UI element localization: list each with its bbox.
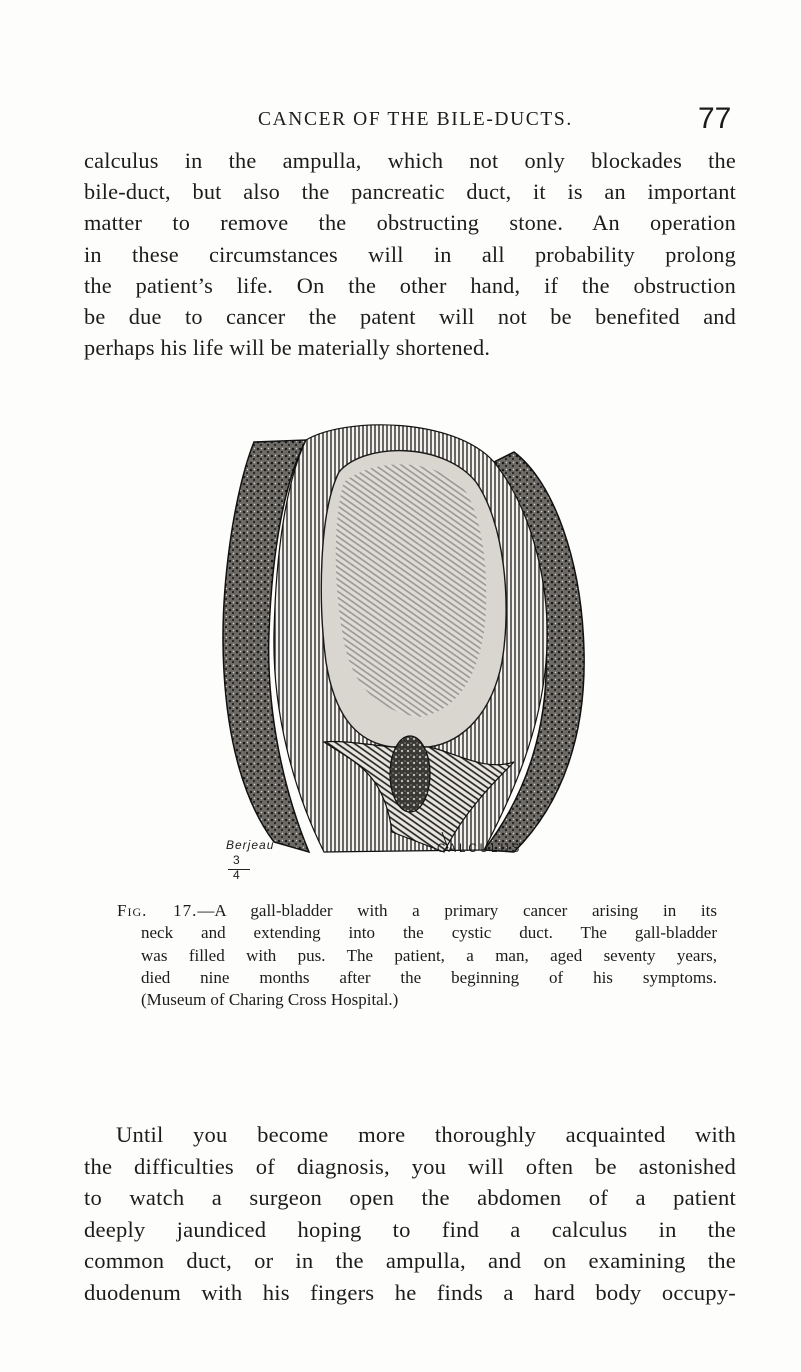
engraver-signature: Berjeau — [226, 838, 275, 852]
text-line: perhaps his life will be materially shortened. — [84, 335, 491, 361]
text-line: to watch a surgeon open the abdomen of a patient — [84, 1185, 736, 1211]
text-line: matter to remove the obstructing stone. An operation — [84, 210, 736, 236]
caption-text: —A gall-bladder with a primary cancer arising in its — [197, 901, 717, 920]
text-line: be due to cancer the patent will not be benefited and — [84, 304, 736, 330]
running-head — [0, 102, 801, 142]
body-paragraph-2 — [84, 1119, 736, 1309]
text-line: common duct, or in the ampulla, and on examining the — [84, 1248, 736, 1274]
figure-caption — [117, 900, 717, 1011]
text-line: bile-duct, but also the pancreatic duct, it is an important — [84, 179, 736, 205]
page-number: 77 — [698, 102, 732, 135]
text-line: Until you become more thoroughly acquainted with — [116, 1122, 736, 1147]
figure-number: Fig. 17. — [117, 901, 198, 920]
text-line: deeply jaundiced hoping to find a calculus in the — [84, 1216, 736, 1242]
text-line: the patient’s life. On the other hand, if the obstruction — [84, 272, 736, 298]
gall-bladder-engraving — [214, 412, 594, 857]
caption-line: was filled with pus. The patient, a man, aged seventy years, — [141, 945, 717, 965]
text-line: the difficulties of diagnosis, you will often be astonished — [84, 1153, 736, 1179]
text-line: duodenum with his fingers he finds a hard body occupy- — [84, 1279, 736, 1305]
scale-denominator: 4 — [233, 868, 240, 882]
text-line: calculus in the ampulla, which not only blockades the — [84, 148, 736, 173]
body-paragraph-1 — [84, 145, 736, 363]
caption-line: (Museum of Charing Cross Hospital.) — [141, 990, 399, 1010]
calculus-label: CALCULUS — [437, 843, 523, 855]
text-line: in these circumstances will in all probability prolong — [84, 241, 736, 267]
scale-numerator: 3 — [233, 853, 240, 867]
caption-line: neck and extending into the cystic duct. The gall-bladder — [141, 923, 717, 943]
caption-line: died nine months after the beginning of his symptoms. — [141, 967, 717, 987]
caption-line — [117, 900, 717, 922]
running-title: CANCER OF THE BILE-DUCTS. — [258, 109, 573, 130]
